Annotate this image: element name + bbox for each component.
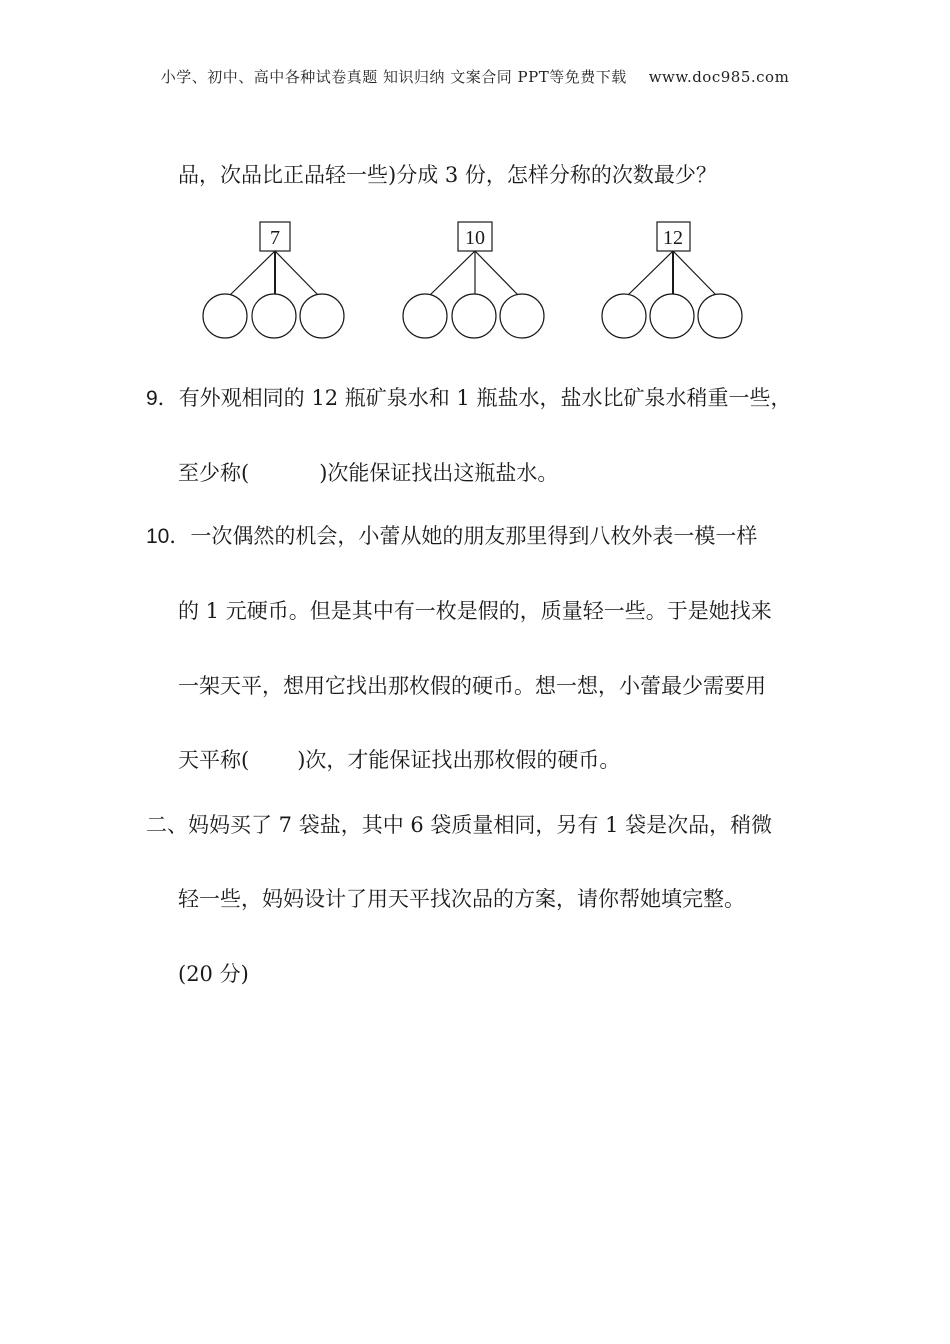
section-2-score: (20 分): [178, 962, 249, 986]
question-10-number: 10．: [146, 525, 191, 548]
section-2-number: 二、: [146, 813, 188, 837]
branch-line: [229, 251, 275, 296]
section-2-text-1: 妈妈买了 7 袋盐，其中 6 袋质量相同，另有 1 袋是次品，稍微: [188, 813, 773, 837]
question-9-line-2: [178, 458, 558, 488]
question-9-text-2b: )次能保证找出这瓶盐水。: [319, 461, 559, 485]
section-2-line-1: [146, 810, 772, 840]
answer-circle[interactable]: [300, 294, 344, 338]
question-8-tail: 品，次品比正品轻一些)分成 3 份，怎样分称的次数最少？: [178, 163, 717, 187]
branch-line: [475, 251, 519, 296]
branch-line: [673, 251, 717, 296]
question-10-line-1: [146, 521, 757, 552]
question-10-text-4a: 天平称(: [178, 748, 250, 772]
question-10-text-4b: )次，才能保证找出那枚假的硬币。: [297, 748, 621, 772]
answer-circle[interactable]: [650, 294, 694, 338]
question-9-line-1: [146, 383, 791, 414]
branch-line: [275, 251, 319, 296]
branch-line: [627, 251, 673, 296]
answer-circle[interactable]: [602, 294, 646, 338]
section-2-line-2: 轻一些，妈妈设计了用天平找次品的方案，请你帮她填完整。: [178, 887, 745, 911]
total-label-3: 12: [663, 227, 683, 249]
split-group-2: [403, 222, 544, 338]
total-label-2: 10: [465, 227, 485, 249]
question-10-text-1: 一次偶然的机会，小蕾从她的朋友那里得到八枚外表一模一样: [190, 524, 758, 548]
branch-line: [429, 251, 475, 296]
answer-circle[interactable]: [252, 294, 296, 338]
question-10-line-2: 的 1 元硬币。但是其中有一枚是假的，质量轻一些。于是她找来: [178, 599, 772, 623]
split-group-3: [602, 222, 742, 338]
header-site: www.doc985.com: [648, 68, 790, 86]
question-9-text-2a: 至少称(: [178, 461, 250, 485]
split-diagram: [190, 212, 770, 344]
total-label-1: 7: [270, 227, 280, 249]
page-header: [0, 66, 950, 87]
answer-circle[interactable]: [203, 294, 247, 338]
answer-circle[interactable]: [403, 294, 447, 338]
question-10-line-3: 一架天平，想用它找出那枚假的硬币。想一想，小蕾最少需要用: [178, 674, 766, 698]
answer-circle[interactable]: [500, 294, 544, 338]
answer-circle[interactable]: [698, 294, 742, 338]
split-group-1: [203, 222, 344, 338]
question-9-text-1: 有外观相同的 12 瓶矿泉水和 1 瓶盐水，盐水比矿泉水稍重一些，: [178, 386, 792, 410]
answer-circle[interactable]: [452, 294, 496, 338]
question-10-line-4: [178, 745, 620, 775]
question-9-number: 9．: [146, 387, 179, 410]
header-text: 小学、初中、高中各种试卷真题 知识归纳 文案合同 PPT等免费下载: [160, 68, 627, 86]
